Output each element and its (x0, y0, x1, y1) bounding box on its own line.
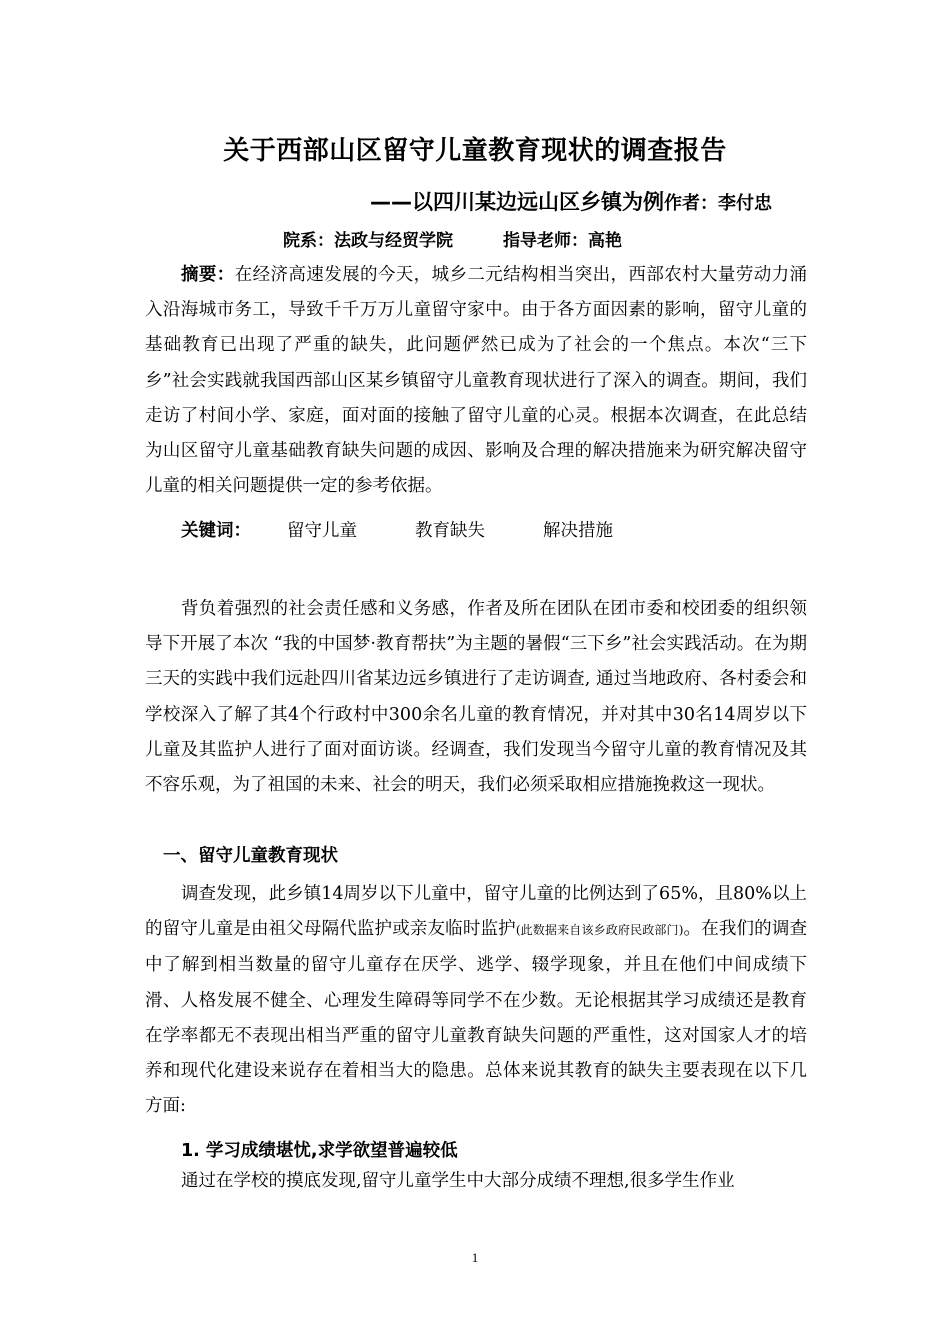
subsection1-paragraph: 通过在学校的摸底发现,留守儿童学生中大部分成绩不理想,很多学生作业 (181, 1171, 735, 1191)
document-subtitle (370, 186, 772, 216)
page-number: 1 (471, 1250, 479, 1265)
abstract-paragraph (145, 258, 807, 504)
keyword: 解决措施 (543, 521, 613, 541)
section1-paragraph (145, 877, 807, 1124)
keywords-label: 关键词： (181, 521, 251, 541)
section1-text-b: 。在我们的调查中了解到相当数量的留守儿童存在厌学、逃学、辍学现象，并且在他们中间成绩下滑、人格发展不健全、心理发生障碍等同学不在少数。无论根据其学习成绩还是教育在学率都无不表现出相当严重的留守儿童教育缺失问题的严重性，这对国家人才的培养和现代化建设来说存在着相当大的隐患。总体来说其教育的缺失主要表现在以下几方面: (145, 919, 807, 1117)
keywords-block (145, 514, 807, 549)
abstract-text: 在经济高速发展的今天，城乡二元结构相当突出，西部农村大量劳动力涌入沿海城市务工，导致千千万万儿童留守家中。由于各方面因素的影响，留守儿童的基础教育已出现了严重的缺失，此问题俨然已成为了社会的一个焦点。本次“三下乡”社会实践就我国西部山区某乡镇留守儿童教育现状进行了深入的调查。期间，我们走访了村间小学、家庭，面对面的接触了留守儿童的心灵。根据本次调查，在此总结为山区留守儿童基础教育缺失问题的成因、影响及合理的解决措施来为研究解决留守儿童的相关问题提供一定的参考依据。 (145, 265, 808, 497)
subsection-heading: 1. 学习成绩堪忧,求学欲望普遍较低 (181, 1141, 458, 1161)
keyword: 留守儿童 (287, 521, 357, 541)
subtitle-text: ——以四川某边远山区乡镇为例 (370, 190, 664, 214)
abstract-block (145, 258, 807, 504)
intro-paragraph: 背负着强烈的社会责任感和义务感，作者及所在团队在团市委和校团委的组织领导下开展了本次 “我的中国梦·教育帮扶”为主题的暑假“三下乡”社会实践活动。在为期三天的实践中我们远赴四川省某边远乡镇进行了走访调查, 通过当地政府、各村委会和学校深入了解了其4个行政村中300余名儿童的教育情况，并对其中30名14周岁以下儿童及其监护人进行了面对面访谈。经调查，我们发现当今留守儿童的教育情况及其不容乐观，为了祖国的未来、社会的明天，我们必须采取相应措施挽救这一现状。 (145, 599, 807, 796)
section-heading: 一、留守儿童教育现状 (163, 846, 338, 866)
subsection1-block (145, 1164, 807, 1199)
abstract-label: 摘要： (181, 265, 235, 285)
section1-note: (此数据来自该乡政府民政部门) (515, 923, 684, 938)
author-label: 作者：李付忠 (664, 193, 772, 214)
department-line (283, 226, 622, 251)
section1-text-a: 调查发现，此乡镇14周岁以下儿童中，留守儿童的比例达到了65%，且80%以上的留守儿童是由祖父母隔代监护或亲友临时监护 (145, 884, 807, 940)
intro-block (145, 592, 807, 803)
document-title: 关于西部山区留守儿童教育现状的调查报告 (223, 136, 727, 166)
department: 院系：法政与经贸学院 (283, 231, 453, 251)
keyword: 教育缺失 (415, 521, 485, 541)
keywords-paragraph (145, 514, 807, 549)
advisor: 指导老师：高艳 (503, 231, 622, 251)
section1-block (145, 877, 807, 1124)
